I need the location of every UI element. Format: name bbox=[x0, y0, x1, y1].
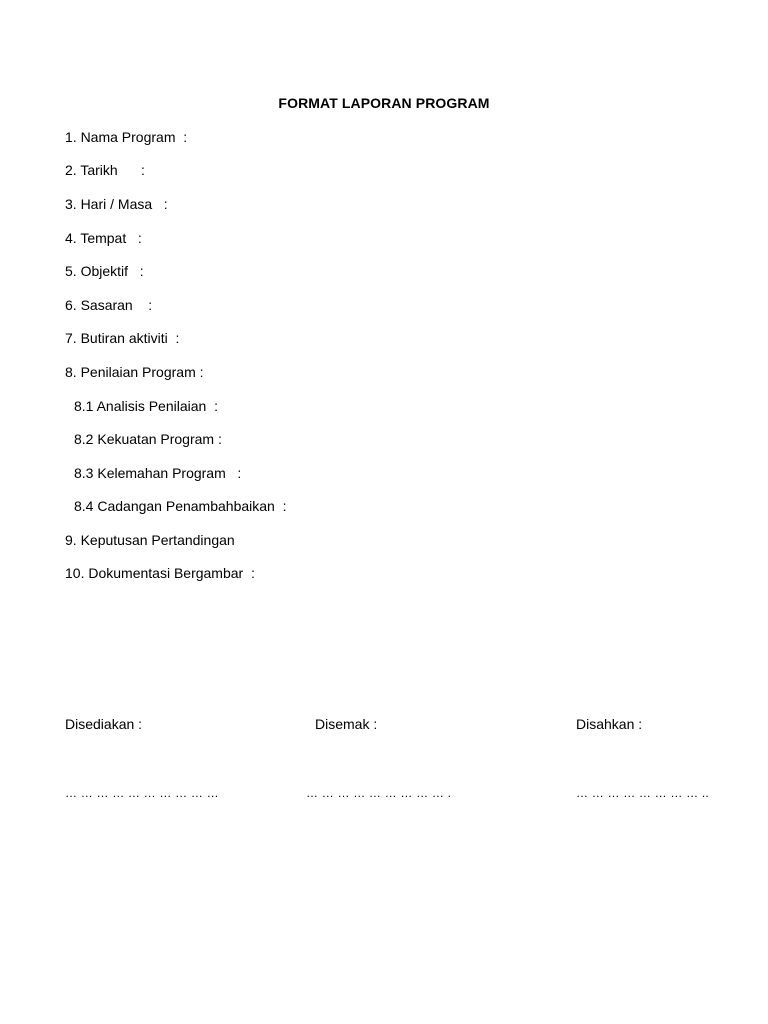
item-hari-masa: 3. Hari / Masa : bbox=[65, 196, 168, 212]
item-kelemahan-program: 8.3 Kelemahan Program : bbox=[74, 465, 242, 481]
checked-by-signature-line: … … … … … … … … … . bbox=[306, 786, 452, 800]
document-title: FORMAT LAPORAN PROGRAM bbox=[278, 95, 490, 111]
prepared-by-label: Disediakan : bbox=[65, 716, 143, 732]
item-sasaran: 6. Sasaran : bbox=[65, 297, 153, 313]
item-keputusan-pertandingan: 9. Keputusan Pertandingan bbox=[65, 532, 235, 548]
item-tempat: 4. Tempat : bbox=[65, 230, 142, 246]
item-butiran-aktiviti: 7. Butiran aktiviti : bbox=[65, 330, 180, 346]
approved-by-label: Disahkan : bbox=[576, 716, 643, 732]
prepared-by-signature-line: … … … … … … … … … … bbox=[65, 786, 219, 800]
checked-by-label: Disemak : bbox=[315, 716, 378, 732]
item-objektif: 5. Objektif : bbox=[65, 263, 144, 279]
item-analisis-penilaian: 8.1 Analisis Penilaian : bbox=[74, 398, 218, 414]
item-penilaian-program: 8. Penilaian Program : bbox=[65, 364, 204, 380]
item-kekuatan-program: 8.2 Kekuatan Program : bbox=[74, 431, 222, 447]
item-tarikh: 2. Tarikh : bbox=[65, 162, 145, 178]
approved-by-signature-line: … … … … … … … … .. bbox=[576, 786, 709, 800]
item-nama-program: 1. Nama Program : bbox=[65, 129, 188, 145]
item-dokumentasi-bergambar: 10. Dokumentasi Bergambar : bbox=[65, 565, 255, 581]
item-cadangan-penambahbaikan: 8.4 Cadangan Penambahbaikan : bbox=[74, 498, 287, 514]
